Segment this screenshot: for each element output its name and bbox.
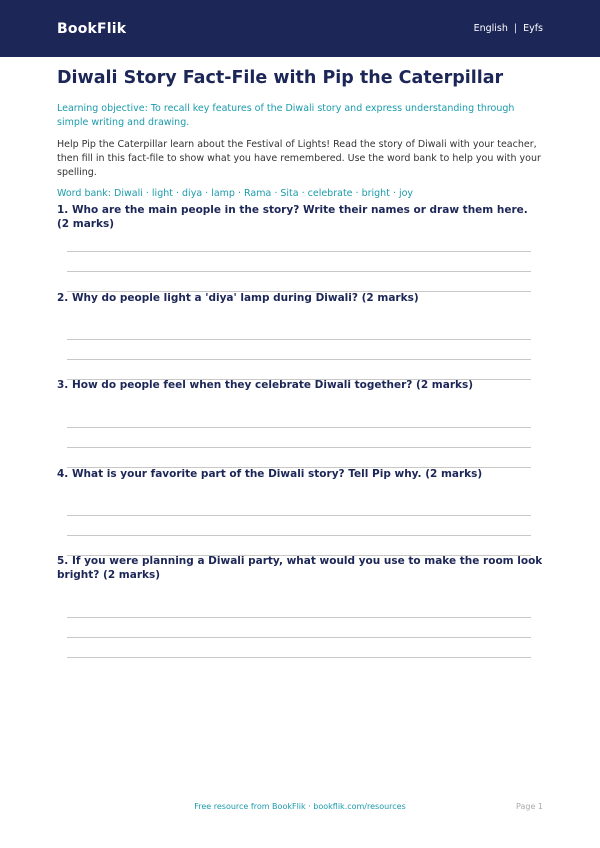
answer-line[interactable] [67,657,531,658]
level-label[interactable]: Eyfs [523,23,543,34]
question-2: 2. Why do people light a 'diya' lamp during Diwali? (2 marks) [57,292,419,304]
answer-line[interactable] [67,637,531,638]
question-3: 3. How do people feel when they celebrate Diwali together? (2 marks) [57,379,474,391]
question-4: 4. What is your favorite part of the Diwali story? Tell Pip why. (2 marks) [57,468,483,480]
footer-credit[interactable]: Free resource from BookFlik · bookflik.com/resources [194,802,406,811]
answer-line[interactable] [67,427,531,428]
header-meta [474,23,543,34]
word-bank: Word bank: Diwali · light · diya · lamp · Rama · Sita · celebrate · bright · joy [57,188,414,199]
answer-line[interactable] [67,535,531,536]
language-label[interactable]: English [473,23,508,34]
answer-line[interactable] [67,515,531,516]
answer-line[interactable] [67,339,531,340]
answer-line[interactable] [67,617,531,618]
page-number: Page 1 [516,802,543,811]
page-footer [0,802,600,816]
worksheet-intro [57,63,543,201]
answer-line[interactable] [67,447,531,448]
question-1: 1. Who are the main people in the story? Write their names or draw them here. (2 marks) [57,204,528,230]
learning-objective: Learning objective: To recall key features of the Diwali story and express understanding through simple writing and drawing. [57,103,515,128]
answer-line[interactable] [67,271,531,272]
site-header [0,0,600,57]
question-5: 5. If you were planning a Diwali party, what would you use to make the room look bright? (2 marks) [57,555,543,581]
intro-paragraph: Help Pip the Caterpillar learn about the Festival of Lights! Read the story of Diwali with your teacher, then fill in this fact-file to show what you have remembered. Use the word bank to help you with your spelling. [57,139,541,178]
answer-line[interactable] [67,359,531,360]
brand-logo[interactable]: BookFlik [57,20,127,37]
page-title: Diwali Story Fact-File with Pip the Caterpillar [57,68,504,88]
answer-line[interactable] [67,251,531,252]
meta-separator: | [513,23,518,34]
